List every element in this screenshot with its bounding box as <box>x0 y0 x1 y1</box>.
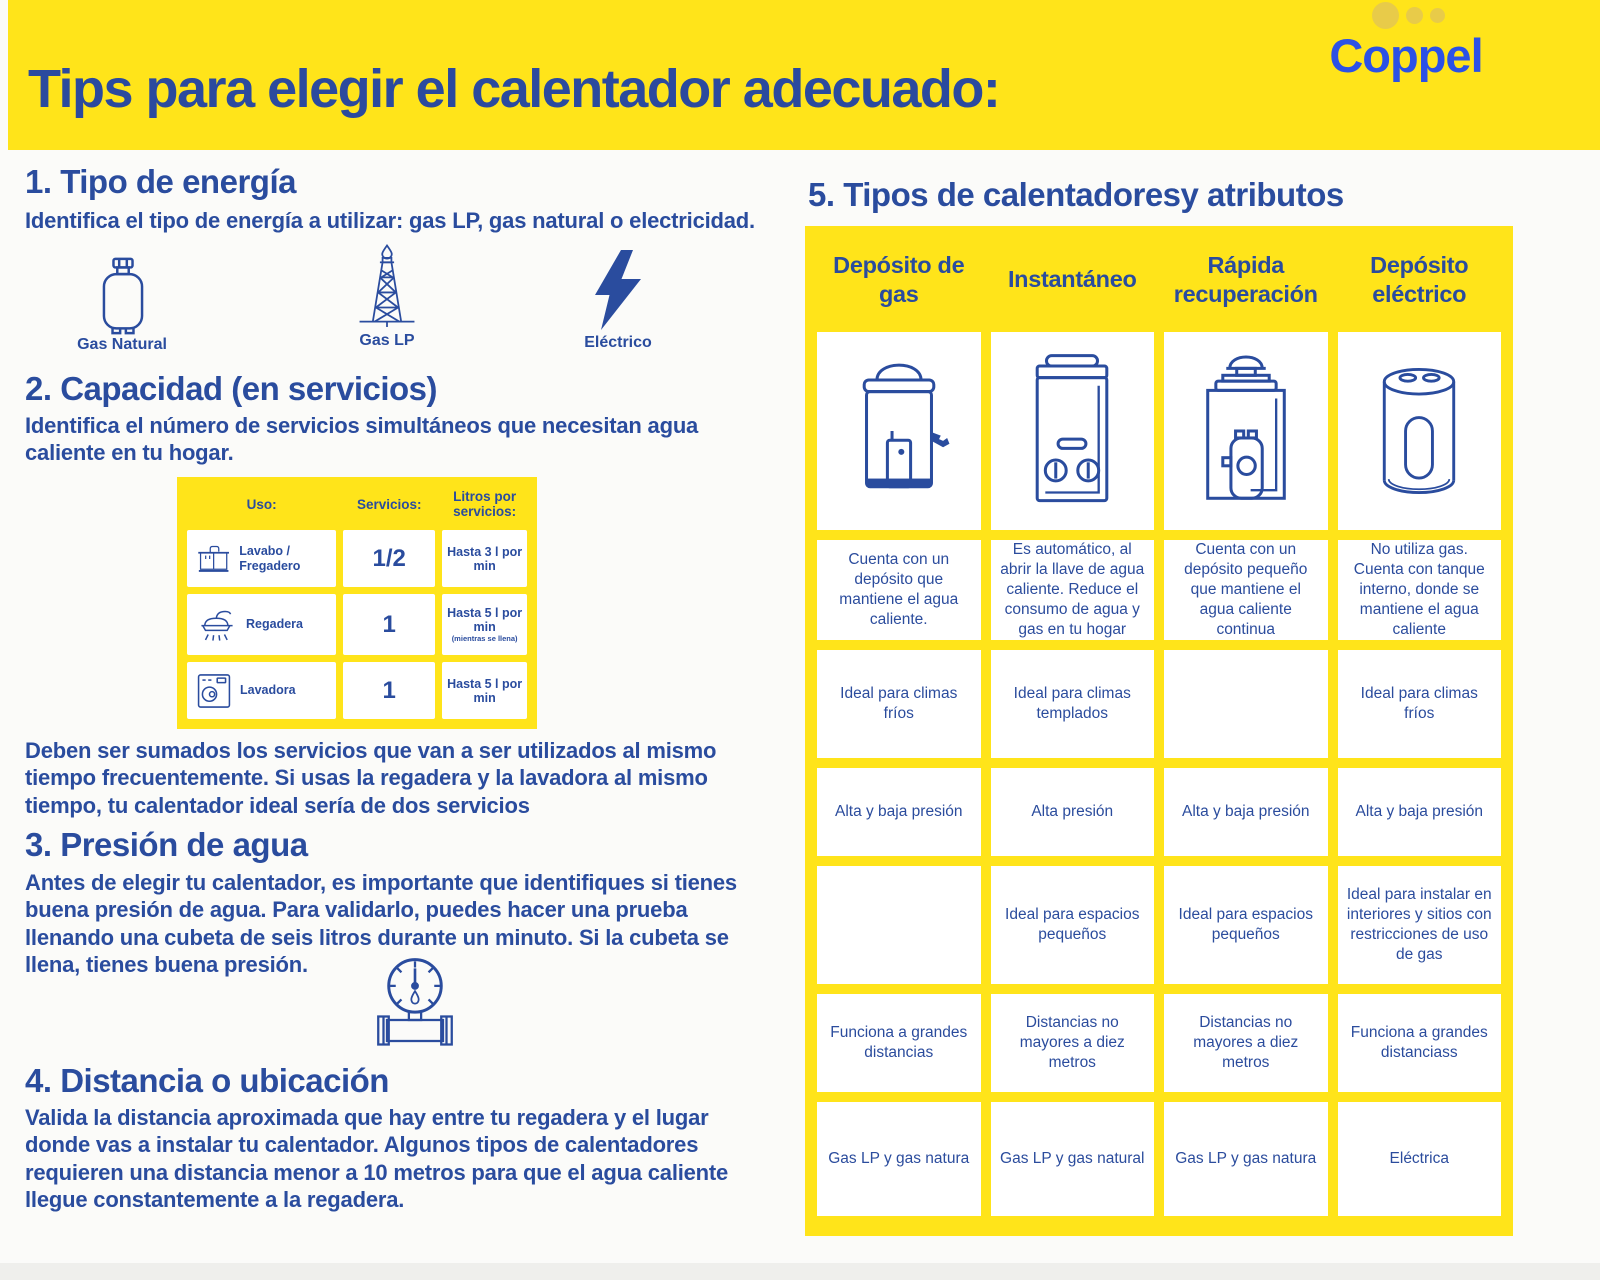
heater-cell-instantaneo <box>991 332 1155 530</box>
heater-cell-rapida <box>1164 332 1328 530</box>
attribute-cell <box>1164 650 1328 758</box>
column-header-rapida: Rápida recuperación <box>1173 251 1318 307</box>
use-label: Regadera <box>246 617 303 632</box>
energy-label-gas-lp: Gas LP <box>359 332 415 349</box>
heater-cell-deposito-gas <box>817 332 981 530</box>
section3-body: Antes de elegir tu calentador, es importante que identifiques si tienes buena presión de agua. Para validarlo, puedes hacer una prueba llenando una cubeta de seis litros durante un minuto. Si la cubeta se llena, tienes buena presión. <box>25 870 737 977</box>
attribute-cell: No utiliza gas. Cuenta con tanque interno, donde se mantiene el agua caliente <box>1338 540 1502 640</box>
attribute-cell: Gas LP y gas natura <box>1164 1102 1328 1216</box>
table-cell-litros <box>442 594 527 655</box>
coppel-logo-dots-icon <box>1320 0 1496 30</box>
section1-intro: Identifica el tipo de energía a utilizar: gas LP, gas natural o electricidad. <box>25 208 755 233</box>
section2-intro: Identifica el número de servicios simultáneos que necesitan agua caliente en tu hogar. <box>25 413 699 466</box>
column-header-deposito-gas: Depósito de gas <box>833 251 965 307</box>
column-header-deposito-electrico: Depósito eléctrico <box>1370 251 1469 307</box>
gas-cylinder-icon <box>94 256 152 336</box>
attribute-cell: Alta y baja presión <box>1338 768 1502 856</box>
page-title: Tips para elegir el calentador adecuado: <box>28 59 1000 119</box>
logo-dot-large <box>1372 2 1399 29</box>
use-label: Lavabo / Fregadero <box>239 544 301 573</box>
attribute-cell: Ideal para instalar en interiores y sitios con restricciones de uso de gas <box>1338 866 1502 984</box>
attribute-cell: Alta y baja presión <box>1164 768 1328 856</box>
attribute-cell <box>817 866 981 984</box>
heater-cell-deposito-electrico <box>1338 332 1502 530</box>
attribute-cell: Cuenta con un depósito pequeño que mantiene el agua caliente continua <box>1164 540 1328 640</box>
litros-value: Hasta 5 l por min <box>447 606 523 634</box>
table-cell-litros <box>442 662 527 719</box>
instantaneo-heater-icon <box>1014 348 1130 514</box>
heater-types-table <box>805 226 1513 1236</box>
attribute-cell: Gas LP y gas natural <box>991 1102 1155 1216</box>
attribute-cell: Funciona a grandes distanciass <box>1338 994 1502 1092</box>
rapida-recuperacion-heater-icon <box>1188 348 1304 514</box>
attribute-cell: Ideal para climas fríos <box>1338 650 1502 758</box>
section2-outro: Deben ser sumados los servicios que van a ser utilizados al mismo tiempo frecuentemente. Si usas la regadera y la lavadora al mismo tiempo, tu calentador ideal sería de dos servicios <box>25 738 717 818</box>
coppel-logo <box>1316 0 1496 82</box>
section2-title: 2. Capacidad (en servicios) <box>25 370 438 407</box>
attribute-cell: Ideal para climas fríos <box>817 650 981 758</box>
section4-body: Valida la distancia aproximada que hay entre tu regadera y el lugar donde vas a instalar tu calentador. Algunos tipos de calentadores requieren una distancia menor a 10 metros para que el agua caliente llegue constantemente a la regadera. <box>25 1105 729 1212</box>
washer-icon <box>196 673 232 709</box>
table-cell-servicios: 1 <box>343 662 435 719</box>
energy-label-gas-natural: Gas Natural <box>77 336 167 353</box>
table-cell-servicios: 1 <box>343 594 435 655</box>
deposito-gas-heater-icon <box>841 348 957 514</box>
deposito-electrico-heater-icon <box>1363 351 1475 511</box>
section3-title: 3. Presión de agua <box>25 826 308 863</box>
column-header-instantaneo: Instantáneo <box>1007 266 1137 293</box>
capacity-header-servicios: Servicios: <box>356 496 422 512</box>
attribute-cell: Ideal para climas templados <box>991 650 1155 758</box>
section5-title: 5. Tipos de calentadoresy atributos <box>808 176 1344 213</box>
use-label: Lavadora <box>240 683 296 698</box>
coppel-wordmark: Coppel <box>1329 29 1483 82</box>
table-row-lavabo-use <box>187 530 336 587</box>
lightning-icon <box>588 248 648 332</box>
litros-value: Hasta 3 l por min <box>447 544 523 573</box>
table-cell-litros <box>442 530 527 587</box>
header-banner <box>8 0 1600 150</box>
table-cell-servicios: 1/2 <box>343 530 435 587</box>
attribute-cell: Alta y baja presión <box>817 768 981 856</box>
litros-value: Hasta 5 l por min <box>447 676 523 705</box>
section4-title: 4. Distancia o ubicación <box>25 1062 389 1099</box>
attribute-cell: Ideal para espacios pequeños <box>991 866 1155 984</box>
table-row-lavadora-use <box>187 662 336 719</box>
shower-icon <box>196 607 238 643</box>
capacity-header-litros: Litros por servicios: <box>453 489 517 519</box>
capacity-header-uso: Uso: <box>246 496 277 512</box>
pressure-gauge-icon <box>366 948 464 1064</box>
attribute-cell: Ideal para espacios pequeños <box>1164 866 1328 984</box>
attribute-cell: Gas LP y gas natura <box>817 1102 981 1216</box>
capacity-table <box>177 477 537 729</box>
energy-label-electrico: Eléctrico <box>584 334 652 351</box>
logo-dot-medium <box>1406 7 1423 24</box>
attribute-cell: Cuenta con un depósito que mantiene el agua caliente. <box>817 540 981 640</box>
attribute-cell: Eléctrica <box>1338 1102 1502 1216</box>
sink-icon <box>196 541 231 577</box>
gas-derrick-icon <box>356 240 418 336</box>
litros-note: (mientras se llena) <box>451 634 518 643</box>
attribute-cell: Es automático, al abrir la llave de agua caliente. Reduce el consumo de agua y gas en tu hogar <box>991 540 1155 640</box>
attribute-cell: Distancias no mayores a diez metros <box>991 994 1155 1092</box>
attribute-cell: Alta presión <box>991 768 1155 856</box>
table-row-regadera-use <box>187 594 336 655</box>
attribute-cell: Distancias no mayores a diez metros <box>1164 994 1328 1092</box>
bottom-strip <box>0 1263 1600 1280</box>
section1-title: 1. Tipo de energía <box>25 163 296 200</box>
logo-dot-small <box>1430 8 1445 23</box>
attribute-cell: Funciona a grandes distancias <box>817 994 981 1092</box>
